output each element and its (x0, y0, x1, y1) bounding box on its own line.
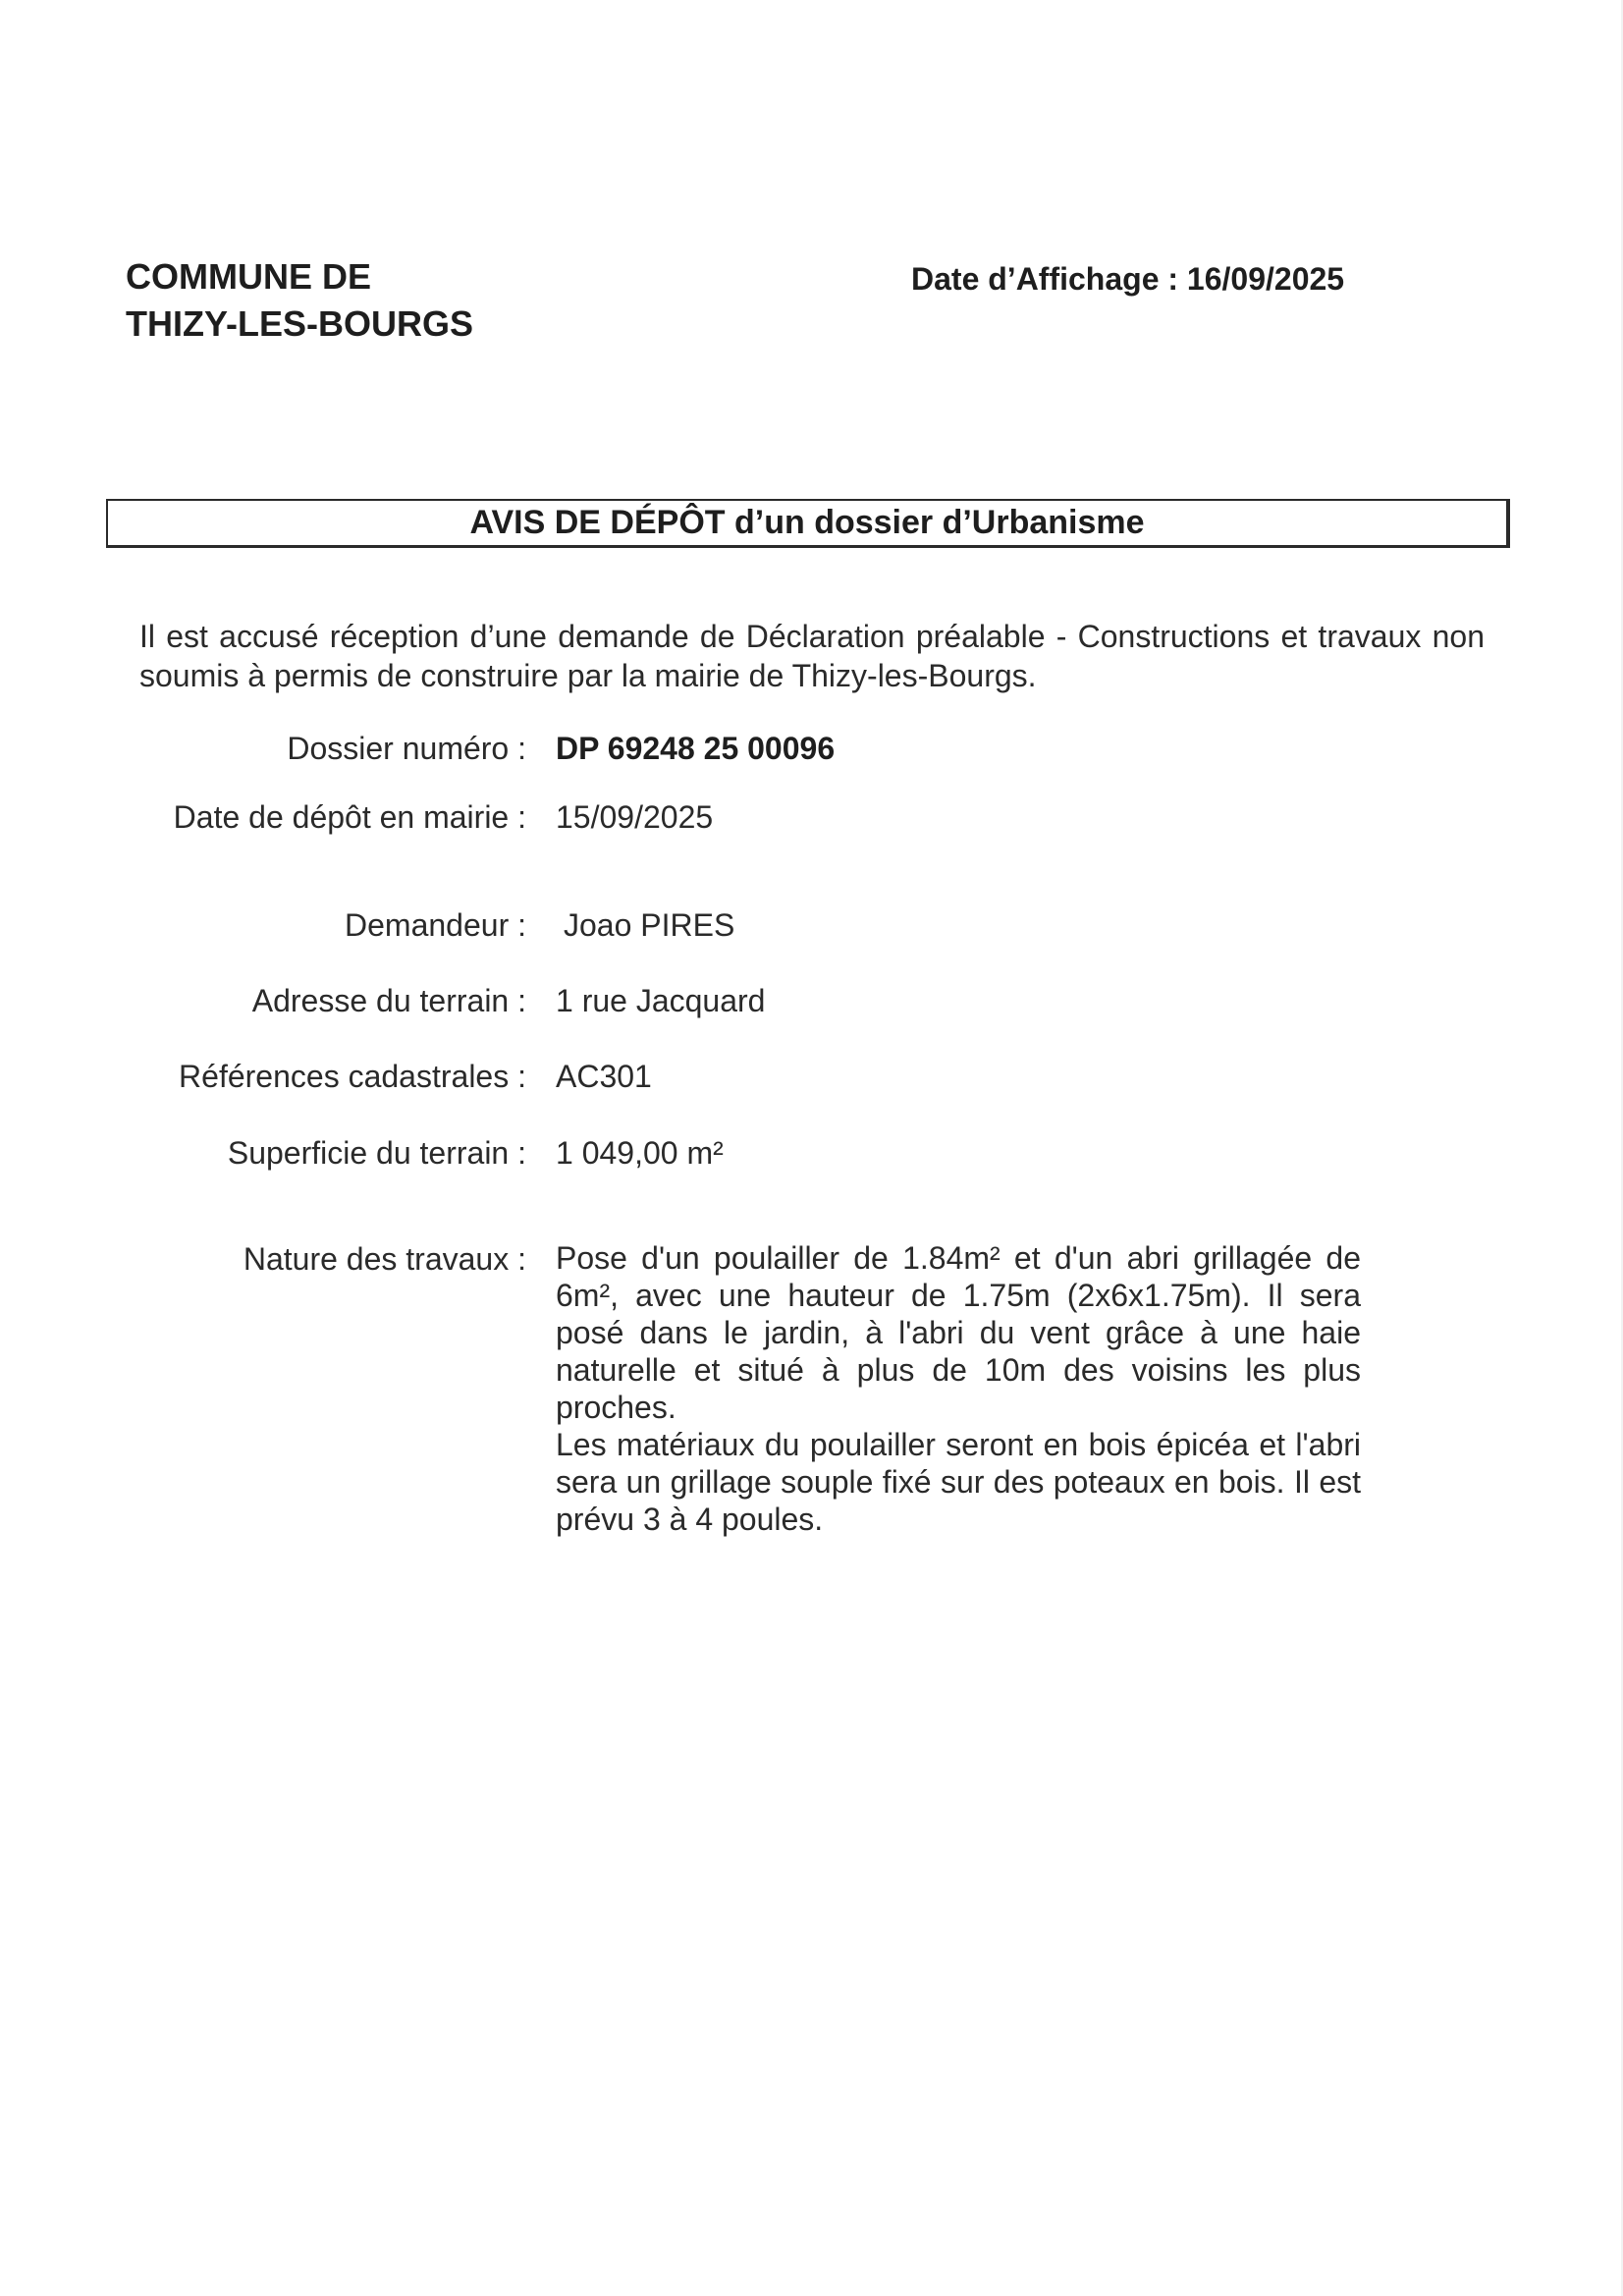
references-label: Références cadastrales : (179, 1059, 526, 1094)
nature-paragraph-1: Pose d'un poulailler de 1.84m² et d'un abri grillagée de 6m², avec une hauteur de 1.75m (2x6x1.75m). Il sera posé dans le jardin, à l'abri du vent grâce à une haie naturelle et situé à plus de 10m des voisins les plus proches. (556, 1240, 1361, 1425)
adresse-value: 1 rue Jacquard (556, 983, 766, 1018)
document-title: AVIS DE DÉPÔT d’un dossier d’Urbanisme (469, 504, 1145, 541)
commune-line-1: COMMUNE DE (126, 256, 371, 297)
date-depot-label: Date de dépôt en mairie : (173, 799, 526, 835)
references-value: AC301 (556, 1059, 652, 1094)
nature-description (556, 1239, 1361, 1538)
demandeur-label: Demandeur : (345, 907, 526, 943)
nature-label: Nature des travaux : (243, 1241, 526, 1277)
title-box (106, 499, 1510, 548)
dossier-value: DP 69248 25 00096 (556, 731, 836, 766)
adresse-label: Adresse du terrain : (251, 983, 526, 1018)
demandeur-value: Joao PIRES (564, 907, 735, 943)
nature-paragraph-2: Les matériaux du poulailler seront en bois épicéa et l'abri sera un grillage souple fixé sur des poteaux en bois. Il est prévu 3 à 4 poules. (556, 1427, 1361, 1537)
date-affichage: Date d’Affichage : 16/09/2025 (911, 261, 1345, 297)
commune-heading (126, 253, 473, 348)
superficie-value: 1 049,00 m² (556, 1135, 724, 1171)
date-depot-value: 15/09/2025 (556, 799, 714, 835)
commune-line-2: THIZY-LES-BOURGS (126, 303, 474, 344)
superficie-label: Superficie du terrain : (227, 1135, 526, 1171)
intro-paragraph: Il est accusé réception d’une demande de Déclaration préalable - Constructions et travaux non soumis à permis de construire par la mairie de Thizy-les-Bourgs. (139, 619, 1485, 693)
dossier-label: Dossier numéro : (287, 731, 526, 766)
